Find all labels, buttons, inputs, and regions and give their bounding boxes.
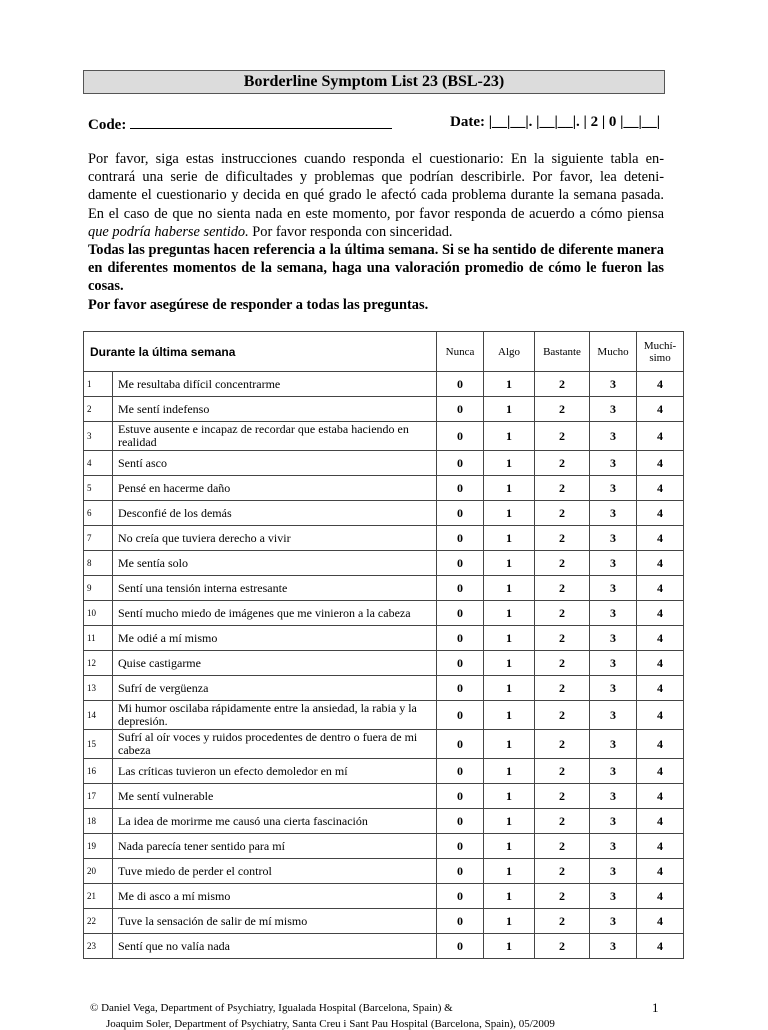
code-blank[interactable] <box>130 114 392 129</box>
item-number: 19 <box>84 834 113 859</box>
score-option[interactable]: 3 <box>590 397 637 422</box>
score-option[interactable]: 3 <box>590 551 637 576</box>
score-option[interactable]: 3 <box>590 476 637 501</box>
score-option[interactable]: 1 <box>484 451 535 476</box>
score-option[interactable]: 1 <box>484 676 535 701</box>
score-option[interactable]: 3 <box>590 372 637 397</box>
score-option[interactable]: 1 <box>484 476 535 501</box>
score-option[interactable]: 0 <box>437 651 484 676</box>
table-row <box>84 451 684 476</box>
score-option[interactable]: 2 <box>535 651 590 676</box>
item-text: Sentí asco <box>113 451 437 476</box>
score-option[interactable]: 0 <box>437 501 484 526</box>
column-header: Mucho <box>590 332 637 372</box>
table-row <box>84 834 684 859</box>
page-number: 1 <box>652 1000 659 1015</box>
column-header <box>637 332 684 372</box>
score-option[interactable]: 2 <box>535 934 590 959</box>
score-option[interactable]: 4 <box>637 809 684 834</box>
score-option[interactable]: 2 <box>535 834 590 859</box>
score-option[interactable]: 0 <box>437 601 484 626</box>
score-option[interactable]: 2 <box>535 451 590 476</box>
item-text: Sentí mucho miedo de imágenes que me vinieron a la cabeza <box>113 601 437 626</box>
score-option[interactable]: 3 <box>590 676 637 701</box>
score-option[interactable]: 4 <box>637 501 684 526</box>
symptom-table <box>83 331 684 959</box>
item-text: Pensé en hacerme daño <box>113 476 437 501</box>
score-option[interactable]: 0 <box>437 834 484 859</box>
score-option[interactable]: 2 <box>535 372 590 397</box>
score-option[interactable]: 3 <box>590 422 637 451</box>
score-option[interactable]: 0 <box>437 476 484 501</box>
item-number: 2 <box>84 397 113 422</box>
item-text: Me sentí vulnerable <box>113 784 437 809</box>
item-text: Nada parecía tener sentido para mí <box>113 834 437 859</box>
score-option[interactable]: 4 <box>637 909 684 934</box>
score-option[interactable]: 4 <box>637 551 684 576</box>
score-option[interactable]: 4 <box>637 397 684 422</box>
table-row <box>84 730 684 759</box>
score-option[interactable]: 2 <box>535 476 590 501</box>
score-option[interactable]: 4 <box>637 701 684 730</box>
score-option[interactable]: 2 <box>535 909 590 934</box>
item-text: Me resultaba difícil concentrarme <box>113 372 437 397</box>
item-number: 20 <box>84 859 113 884</box>
item-text: Desconfié de los demás <box>113 501 437 526</box>
score-option[interactable]: 3 <box>590 730 637 759</box>
item-number: 1 <box>84 372 113 397</box>
score-option[interactable]: 4 <box>637 834 684 859</box>
score-option[interactable]: 3 <box>590 576 637 601</box>
instructions-italic: que podría haberse sentido. <box>88 223 249 240</box>
table-row <box>84 909 684 934</box>
score-option[interactable]: 2 <box>535 676 590 701</box>
item-text: Sufrí al oír voces y ruidos procedentes de dentro o fuera de mi cabeza <box>113 730 437 759</box>
score-option[interactable]: 1 <box>484 701 535 730</box>
score-option[interactable]: 3 <box>590 809 637 834</box>
item-text: Las críticas tuvieron un efecto demoledor en mí <box>113 759 437 784</box>
item-text: Tuve la sensación de salir de mí mismo <box>113 909 437 934</box>
score-option[interactable]: 4 <box>637 859 684 884</box>
item-number: 15 <box>84 730 113 759</box>
table-body <box>84 372 684 959</box>
item-text: Mi humor oscilaba rápidamente entre la ansiedad, la rabia y la depresión. <box>113 701 437 730</box>
table-row <box>84 476 684 501</box>
item-text: Me sentía solo <box>113 551 437 576</box>
score-option[interactable]: 4 <box>637 626 684 651</box>
item-number: 23 <box>84 934 113 959</box>
score-option[interactable]: 1 <box>484 730 535 759</box>
score-option[interactable]: 2 <box>535 551 590 576</box>
score-option[interactable]: 2 <box>535 626 590 651</box>
score-option[interactable]: 3 <box>590 701 637 730</box>
code-field <box>88 114 392 134</box>
table-row <box>84 676 684 701</box>
item-text: Sufrí de vergüenza <box>113 676 437 701</box>
table-row <box>84 526 684 551</box>
instructions-part1: Por favor, siga estas instrucciones cuando responda el cuestionario: En la siguiente tabla en-contrará una serie de dificultades y problemas que podrían describirle. Por favor, lea deteni-damente el cuestionario y decida en qué grado le afectó cada problema durante la semana pasada. En el caso de que no sienta nada en este momento, por favor responda de acuerdo a cómo piensa <box>88 151 664 222</box>
item-text: Me sentí indefenso <box>113 397 437 422</box>
instructions-bold-1: Todas las preguntas hacen referencia a la última semana. Si se ha sentido de diferente manera en diferentes momentos de la semana, haga una valoración promedio de cómo le fueron las cosas. <box>88 242 664 295</box>
score-option[interactable]: 3 <box>590 501 637 526</box>
code-label: Code: <box>88 117 127 133</box>
item-number: 6 <box>84 501 113 526</box>
footer-copyright: © Daniel Vega, Department of Psychiatry, Igualada Hospital (Barcelona, Spain) & <box>90 1002 453 1014</box>
score-option[interactable]: 4 <box>637 526 684 551</box>
table-row <box>84 551 684 576</box>
item-text: Estuve ausente e incapaz de recordar que estaba haciendo en realidad <box>113 422 437 451</box>
score-option[interactable]: 3 <box>590 859 637 884</box>
column-header: Nunca <box>437 332 484 372</box>
item-number: 16 <box>84 759 113 784</box>
item-number: 18 <box>84 809 113 834</box>
item-number: 10 <box>84 601 113 626</box>
item-number: 11 <box>84 626 113 651</box>
table-row <box>84 626 684 651</box>
score-option[interactable]: 1 <box>484 551 535 576</box>
score-option[interactable]: 4 <box>637 476 684 501</box>
score-option[interactable]: 3 <box>590 651 637 676</box>
score-option[interactable]: 0 <box>437 909 484 934</box>
table-row <box>84 372 684 397</box>
item-number: 22 <box>84 909 113 934</box>
item-text: Quise castigarme <box>113 651 437 676</box>
table-row <box>84 784 684 809</box>
score-option[interactable]: 2 <box>535 701 590 730</box>
item-number: 12 <box>84 651 113 676</box>
item-text: Me di asco a mí mismo <box>113 884 437 909</box>
score-option[interactable]: 4 <box>637 422 684 451</box>
instructions-text <box>88 150 664 241</box>
score-option[interactable]: 1 <box>484 651 535 676</box>
item-text: Sentí que no valía nada <box>113 934 437 959</box>
column-header: Algo <box>484 332 535 372</box>
score-option[interactable]: 0 <box>437 422 484 451</box>
score-option[interactable]: 4 <box>637 934 684 959</box>
score-option[interactable]: 4 <box>637 601 684 626</box>
score-option[interactable]: 2 <box>535 759 590 784</box>
score-option[interactable]: 0 <box>437 451 484 476</box>
score-option[interactable]: 0 <box>437 784 484 809</box>
score-option[interactable]: 4 <box>637 730 684 759</box>
instructions <box>88 150 664 314</box>
column-header-muchisimo-1: Muchí- <box>643 339 677 352</box>
score-option[interactable]: 1 <box>484 601 535 626</box>
score-option[interactable]: 3 <box>590 784 637 809</box>
score-option[interactable]: 3 <box>590 759 637 784</box>
page-title: Borderline Symptom List 23 (BSL-23) <box>83 70 665 94</box>
item-number: 17 <box>84 784 113 809</box>
score-option[interactable]: 4 <box>637 451 684 476</box>
table-row <box>84 701 684 730</box>
score-option[interactable]: 1 <box>484 909 535 934</box>
score-option[interactable]: 3 <box>590 934 637 959</box>
score-option[interactable]: 0 <box>437 884 484 909</box>
score-option[interactable]: 2 <box>535 501 590 526</box>
item-text: Me odié a mí mismo <box>113 626 437 651</box>
score-option[interactable]: 0 <box>437 859 484 884</box>
score-option[interactable]: 2 <box>535 576 590 601</box>
score-option[interactable]: 4 <box>637 372 684 397</box>
score-option[interactable]: 4 <box>637 884 684 909</box>
score-option[interactable]: 1 <box>484 884 535 909</box>
item-text: La idea de morirme me causó una cierta fascinación <box>113 809 437 834</box>
score-option[interactable]: 2 <box>535 526 590 551</box>
item-number: 9 <box>84 576 113 601</box>
score-option[interactable]: 2 <box>535 397 590 422</box>
score-option[interactable]: 1 <box>484 809 535 834</box>
score-option[interactable]: 1 <box>484 934 535 959</box>
item-number: 7 <box>84 526 113 551</box>
score-option[interactable]: 1 <box>484 834 535 859</box>
table-row <box>84 397 684 422</box>
score-option[interactable]: 3 <box>590 626 637 651</box>
table-row <box>84 422 684 451</box>
table-row <box>84 651 684 676</box>
table-row <box>84 759 684 784</box>
score-option[interactable]: 0 <box>437 372 484 397</box>
instructions-part2: Por favor responda con sinceridad. <box>248 223 453 240</box>
item-number: 13 <box>84 676 113 701</box>
score-option[interactable]: 0 <box>437 397 484 422</box>
score-option[interactable]: 2 <box>535 422 590 451</box>
score-option[interactable]: 4 <box>637 651 684 676</box>
column-header: Bastante <box>535 332 590 372</box>
score-option[interactable]: 1 <box>484 784 535 809</box>
score-option[interactable]: 1 <box>484 422 535 451</box>
score-option[interactable]: 0 <box>437 526 484 551</box>
score-option[interactable]: 3 <box>590 909 637 934</box>
score-option[interactable]: 4 <box>637 676 684 701</box>
score-option[interactable]: 0 <box>437 551 484 576</box>
score-option[interactable]: 0 <box>437 576 484 601</box>
score-option[interactable]: 4 <box>637 576 684 601</box>
footer-copyright-2: Joaquim Soler, Department of Psychiatry, Santa Creu i Sant Pau Hospital (Barcelona, Spain), 05/2009 <box>106 1018 555 1030</box>
date-field: Date: |__|__|. |__|__|. | 2 | 0 |__|__| <box>450 114 661 130</box>
column-header-muchisimo-2: simo <box>649 351 671 364</box>
item-number: 5 <box>84 476 113 501</box>
table-row <box>84 601 684 626</box>
score-option[interactable]: 0 <box>437 809 484 834</box>
score-option[interactable]: 3 <box>590 451 637 476</box>
score-option[interactable]: 0 <box>437 626 484 651</box>
score-option[interactable]: 2 <box>535 601 590 626</box>
instructions-bold-2: Por favor asegúrese de responder a todas las preguntas. <box>88 296 429 313</box>
item-number: 8 <box>84 551 113 576</box>
score-option[interactable]: 3 <box>590 601 637 626</box>
item-number: 4 <box>84 451 113 476</box>
score-option[interactable]: 1 <box>484 397 535 422</box>
score-option[interactable]: 0 <box>437 934 484 959</box>
item-text: Tuve miedo de perder el control <box>113 859 437 884</box>
score-option[interactable]: 1 <box>484 626 535 651</box>
score-option[interactable]: 0 <box>437 701 484 730</box>
score-option[interactable]: 3 <box>590 834 637 859</box>
score-option[interactable]: 1 <box>484 859 535 884</box>
score-option[interactable]: 3 <box>590 526 637 551</box>
table-row <box>84 934 684 959</box>
score-option[interactable]: 2 <box>535 859 590 884</box>
score-option[interactable]: 2 <box>535 730 590 759</box>
score-option[interactable]: 4 <box>637 784 684 809</box>
item-number: 21 <box>84 884 113 909</box>
score-option[interactable]: 1 <box>484 526 535 551</box>
item-text: No creía que tuviera derecho a vivir <box>113 526 437 551</box>
table-row <box>84 884 684 909</box>
score-option[interactable]: 1 <box>484 576 535 601</box>
score-option[interactable]: 0 <box>437 759 484 784</box>
score-option[interactable]: 0 <box>437 676 484 701</box>
score-option[interactable]: 4 <box>637 759 684 784</box>
item-text: Sentí una tensión interna estresante <box>113 576 437 601</box>
item-number: 3 <box>84 422 113 451</box>
table-row <box>84 859 684 884</box>
score-option[interactable]: 1 <box>484 372 535 397</box>
table-header-row <box>84 332 684 372</box>
table-header-label: Durante la última semana <box>84 332 437 372</box>
score-option[interactable]: 2 <box>535 809 590 834</box>
table-row <box>84 576 684 601</box>
score-option[interactable]: 1 <box>484 759 535 784</box>
score-option[interactable]: 1 <box>484 501 535 526</box>
table-row <box>84 501 684 526</box>
score-option[interactable]: 0 <box>437 730 484 759</box>
score-option[interactable]: 2 <box>535 784 590 809</box>
table-row <box>84 809 684 834</box>
score-option[interactable]: 2 <box>535 884 590 909</box>
item-number: 14 <box>84 701 113 730</box>
score-option[interactable]: 3 <box>590 884 637 909</box>
